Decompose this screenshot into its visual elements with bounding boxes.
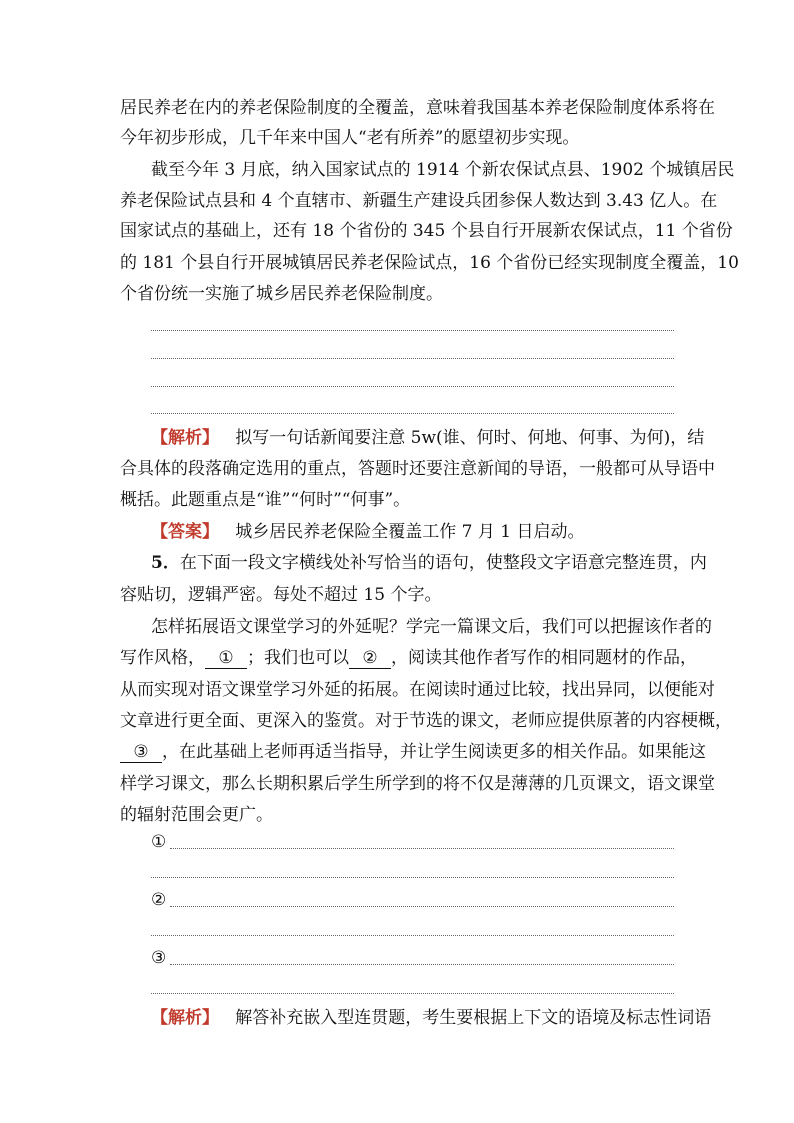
answer-line[interactable]	[151, 877, 674, 878]
answer-marker-2: ②	[151, 890, 167, 910]
analysis-text: 拟写一句话新闻要注意 5w(谁、何时、何地、何事、为何)，结	[235, 428, 705, 448]
passage-line: 的 181 个县自行开展城镇居民养老保险试点，16 个省份已经实现制度全覆盖，10	[120, 253, 739, 273]
analysis-5	[151, 1008, 711, 1028]
answer-line[interactable]	[151, 413, 674, 414]
answer-marker-3: ③	[151, 948, 167, 968]
answer-marker-1: ①	[151, 832, 167, 852]
answer-line[interactable]	[151, 993, 674, 994]
answer-line[interactable]	[151, 935, 674, 936]
analysis-line: 概括。此题重点是“谁”“何时”“何事”。	[120, 490, 411, 510]
question-line: 容贴切，逻辑严密。每处不超过 15 个字。	[120, 585, 442, 605]
answer-text: 城乡居民养老保险全覆盖工作 7 月 1 日启动。	[235, 522, 585, 542]
answer-4	[151, 522, 584, 542]
blank-1: ①	[205, 648, 247, 669]
answer-line-2[interactable]	[170, 906, 674, 907]
question-text: 在下面一段文字横线处补写恰当的语句，使整段文字语意完整连贯，内	[179, 553, 707, 573]
question-5	[151, 553, 707, 573]
passage5-line: 样学习课文，那么长期积累后学生所学到的将不仅是薄薄的几页课文，语文课堂	[120, 774, 715, 794]
answer-line[interactable]	[151, 330, 674, 331]
analysis-tag: 【解析】	[151, 1008, 219, 1028]
passage5-text: ，阅读其他作者写作的相同题材的作品，	[391, 648, 697, 668]
passage5-text: 写作风格，	[120, 648, 205, 668]
passage5-line: 怎样拓展语文课堂学习的外延呢？学完一篇课文后，我们可以把握该作者的	[151, 617, 712, 637]
passage-line: 截至今年 3 月底，纳入国家试点的 1914 个新农保试点县、1902 个城镇居民	[151, 160, 735, 180]
question-number: 5．	[151, 553, 180, 573]
passage5-line-blank3	[120, 742, 706, 763]
passage5-line: 文章进行更全面、更深入的鉴赏。对于节选的课文，老师应提供原著的内容梗概，	[120, 711, 732, 731]
analysis-4	[151, 428, 704, 448]
passage-line: 居民养老在内的养老保险制度的全覆盖，意味着我国基本养老保险制度体系将在	[120, 98, 715, 118]
answer-line[interactable]	[151, 386, 674, 387]
passage-line: 个省份统一实施了城乡居民养老保险制度。	[120, 284, 443, 304]
passage-line: 国家试点的基础上，还有 18 个省份的 345 个县自行开展新农保试点，11 个省份	[120, 221, 733, 241]
passage5-text: ，在此基础上老师再适当指导，并让学生阅读更多的相关作品。如果能这	[162, 742, 706, 762]
analysis-line: 合具体的段落确定选用的重点，答题时还要注意新闻的导语，一般都可从导语中	[120, 459, 715, 479]
analysis-tag: 【解析】	[151, 428, 219, 448]
blank-3: ③	[120, 742, 162, 763]
answer-line-1[interactable]	[170, 848, 674, 849]
passage-line: 养老保险试点县和 4 个直辖市、新疆生产建设兵团参保人数达到 3.43 亿人。在	[120, 191, 718, 211]
answer-line[interactable]	[151, 358, 674, 359]
passage-line: 今年初步形成，几千年来中国人“老有所养”的愿望初步实现。	[120, 128, 580, 148]
passage5-line: 从而实现对语文课堂学习外延的拓展。在阅读时通过比较，找出异同，以便能对	[120, 680, 715, 700]
answer-line-3[interactable]	[170, 964, 674, 965]
passage5-text: ；我们也可以	[247, 648, 349, 668]
blank-2: ②	[349, 648, 391, 669]
passage5-line-blanks	[120, 648, 697, 669]
analysis-text: 解答补充嵌入型连贯题，考生要根据上下文的语境及标志性词语	[235, 1008, 712, 1028]
passage5-line: 的辐射范围会更广。	[120, 805, 273, 825]
answer-tag: 【答案】	[151, 522, 219, 542]
